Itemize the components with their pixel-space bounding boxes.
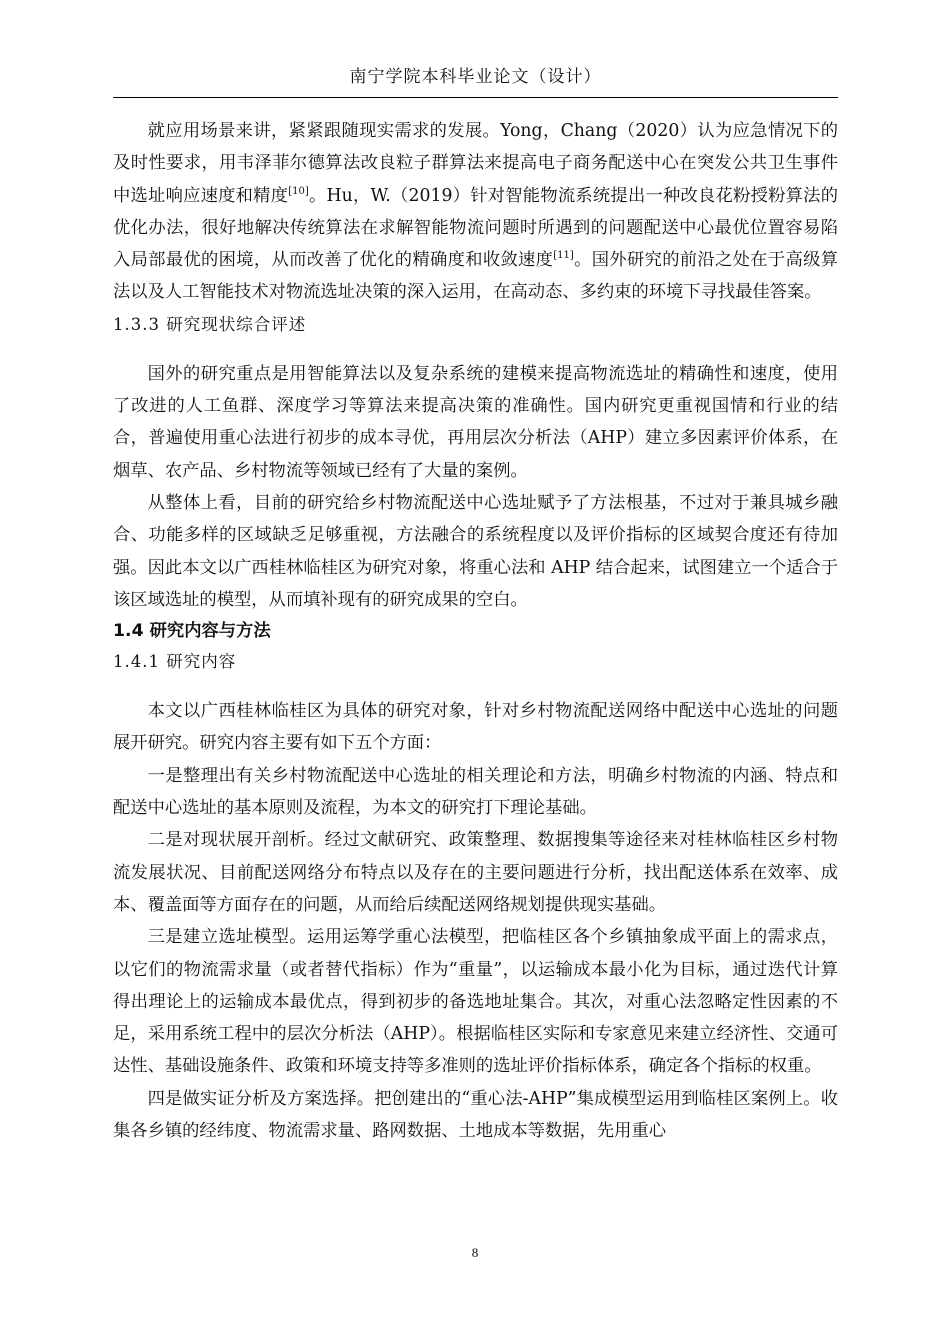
header-divider [113, 97, 838, 98]
paragraph [113, 115, 838, 309]
citation-ref: [10] [288, 185, 309, 197]
paragraph-text: 就应用场景来讲，紧紧跟随现实需求的发展。Yong，Chang（2020）认为应急情况下的及时性要求，用韦泽菲尔德算法改良粒子群算法来提高电子商务配送中心在突发公共卫生事件中选址响应速度和精度 [113, 121, 838, 206]
page-number: 8 [471, 1245, 479, 1260]
page-body [113, 115, 838, 1147]
section-heading: 1.4 研究内容与方法 [113, 621, 271, 642]
paragraph: 国外的研究重点是用智能算法以及复杂系统的建模来提高物流选址的精确性和速度，使用了改进的人工鱼群、深度学习等算法来提高决策的准确性。国内研究更重视国情和行业的结合，普遍使用重心法进行初步的成本寻优，再用层次分析法（AHP）建立多因素评价体系，在烟草、农产品、乡村物流等领域已经有了大量的案例。 [113, 363, 838, 481]
subsection-heading: 1.3.3 研究现状综合评述 [113, 314, 307, 334]
paragraph: 三是建立选址模型。运用运筹学重心法模型，把临桂区各个乡镇抽象成平面上的需求点，以它们的物流需求量（或者替代指标）作为“重量”，以运输成本最小化为目标，通过迭代计算得出理论上的运输成本最优点，得到初步的备选地址集合。其次，对重心法忽略定性因素的不足，采用系统工程中的层次分析法（AHP）。根据临桂区实际和专家意见来建立经济性、交通可达性、基础设施条件、政策和环境支持等多准则的选址评价指标体系，确定各个指标的权重。 [113, 927, 838, 1077]
paragraph: 四是做实证分析及方案选择。把创建出的“重心法-AHP”集成模型运用到临桂区案例上。收集各乡镇的经纬度、物流需求量、路网数据、土地成本等数据，先用重心 [113, 1088, 838, 1142]
paragraph: 二是对现状展开剖析。经过文献研究、政策整理、数据搜集等途径来对桂林临桂区乡村物流发展状况、目前配送网络分布特点以及存在的主要问题进行分析，找出配送体系在效率、成本、覆盖面等方面存在的问题，从而给后续配送网络规划提供现实基础。 [113, 830, 838, 915]
paragraph: 本文以广西桂林临桂区为具体的研究对象，针对乡村物流配送网络中配送中心选址的问题展开研究。研究内容主要有如下五个方面： [113, 701, 838, 754]
running-header: 南宁学院本科毕业论文（设计） [349, 67, 602, 87]
paragraph-text: 。Hu，W.（2019）针对智能物流系统提出一种改良花粉授粉算法的优化办法，很好地解决传统算法在求解智能物流问题时所遇到的问题配送中心最优位置容易陷入局部最优的困境，从而改善了优化的精确度和收敛速度 [113, 185, 838, 271]
subsection-heading: 1.4.1 研究内容 [113, 652, 237, 672]
paragraph: 从整体上看，目前的研究给乡村物流配送中心选址赋予了方法根基，不过对于兼具城乡融合、功能多样的区域缺乏足够重视，方法融合的系统程度以及评价指标的区域契合度还有待加强。因此本文以广西桂林临桂区为研究对象，将重心法和 AHP 结合起来，试图建立一个适合于该区域选址的模型，从而填补现有的研究成果的空白。 [113, 492, 838, 610]
citation-ref: [11] [553, 250, 574, 262]
paragraph-text: 。国外研究的前沿之处在于高级算法以及人工智能技术对物流选址决策的深入运用，在高动态、多约束的环境下寻找最佳答案。 [113, 250, 838, 303]
paragraph: 一是整理出有关乡村物流配送中心选址的相关理论和方法，明确乡村物流的内涵、特点和配送中心选址的基本原则及流程，为本文的研究打下理论基础。 [113, 765, 838, 819]
